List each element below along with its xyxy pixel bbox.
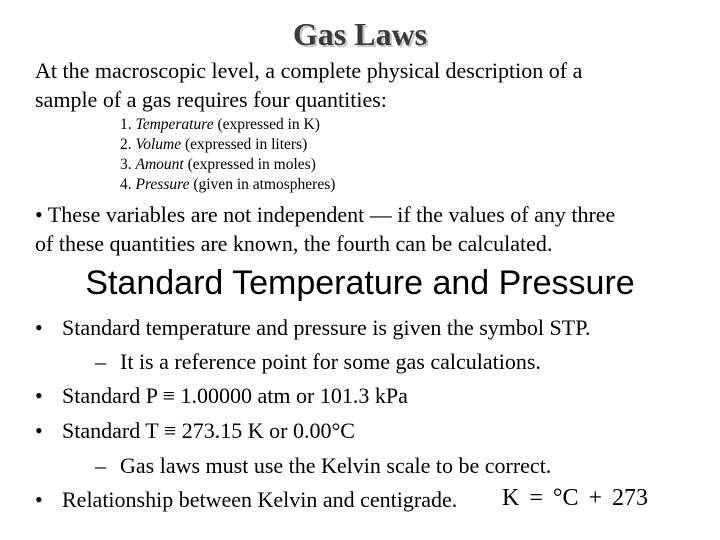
list-item xyxy=(120,156,316,174)
bullet-marker: • xyxy=(35,383,43,408)
sub-bullet-text: It is a reference point for some gas calculations. xyxy=(120,349,541,374)
list-item xyxy=(120,176,335,194)
list-item-number: 3. xyxy=(120,156,132,173)
bullet-marker: • xyxy=(35,487,43,512)
independence-text: These variables are not independent — if the values of any three xyxy=(47,202,616,227)
bullet-text: Standard T ≡ 273.15 K or 0.00°C xyxy=(62,418,355,443)
independence-line-1 xyxy=(35,202,615,228)
bullet-stp xyxy=(35,315,591,341)
list-item-name: Temperature xyxy=(135,116,214,133)
dash-marker: – xyxy=(95,453,106,478)
section-subtitle: Standard Temperature and Pressure xyxy=(85,264,635,302)
bullet-text: Relationship between Kelvin and centigrade. xyxy=(62,487,458,512)
bullet-marker: • xyxy=(35,315,43,340)
kelvin-formula: K = °C + 273 xyxy=(502,485,649,511)
sub-bullet-reference xyxy=(95,349,541,375)
bullet-pressure xyxy=(35,383,408,409)
bullet-marker: • xyxy=(35,202,43,227)
list-item-number: 1. xyxy=(120,116,132,133)
list-item-detail: (expressed in liters) xyxy=(185,136,308,153)
list-item-number: 2. xyxy=(120,136,132,153)
bullet-temperature xyxy=(35,418,355,444)
list-item xyxy=(120,136,307,154)
independence-line-2: of these quantities are known, the fourth can be calculated. xyxy=(35,231,553,256)
bullet-marker: • xyxy=(35,418,43,443)
bullet-relationship xyxy=(35,487,457,513)
intro-line-2: sample of a gas requires four quantities: xyxy=(35,87,387,112)
list-item-name: Amount xyxy=(135,156,184,173)
list-item xyxy=(120,116,320,134)
sub-bullet-text: Gas laws must use the Kelvin scale to be correct. xyxy=(120,453,552,478)
dash-marker: – xyxy=(95,349,106,374)
list-item-name: Pressure xyxy=(135,176,190,193)
bullet-text: Standard P ≡ 1.00000 atm or 101.3 kPa xyxy=(62,383,408,408)
page-title: Gas Laws xyxy=(292,16,428,52)
bullet-text: Standard temperature and pressure is given the symbol STP. xyxy=(62,315,591,340)
list-item-detail: (expressed in K) xyxy=(217,116,320,133)
sub-bullet-kelvin xyxy=(95,453,551,479)
list-item-number: 4. xyxy=(120,176,132,193)
list-item-detail: (given in atmospheres) xyxy=(193,176,336,193)
list-item-name: Volume xyxy=(135,136,182,153)
intro-line-1: At the macroscopic level, a complete physical description of a xyxy=(35,58,583,83)
list-item-detail: (expressed in moles) xyxy=(187,156,316,173)
